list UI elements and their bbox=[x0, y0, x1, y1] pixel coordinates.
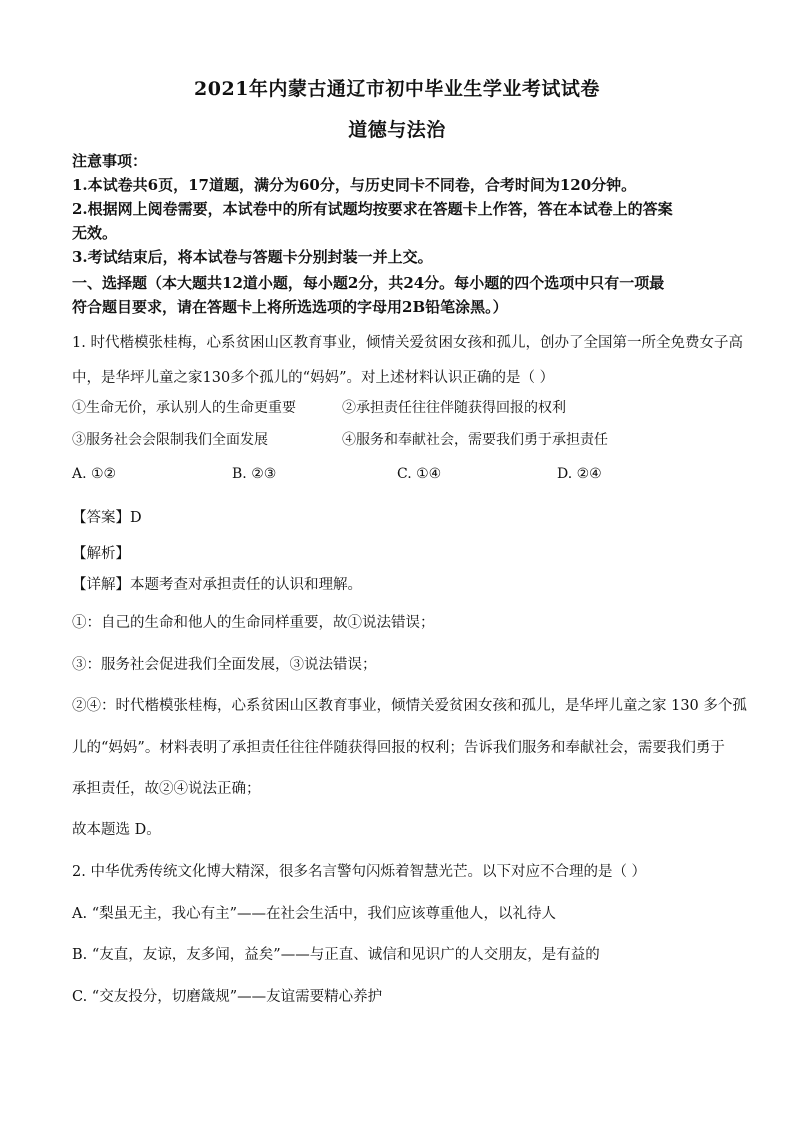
q2-option-b: B. “友直，友谅，友多闻，益矣”——与正直、诚信和见识广的人交朋友，是有益的 bbox=[72, 947, 600, 963]
exam-title: 2021年内蒙古通辽市初中毕业生学业考试试卷 bbox=[194, 78, 600, 100]
notice-item-1: 1.本试卷共6页，17道题，满分为60分，与历史同卡不同卷，合考时间为120分钟。 bbox=[72, 176, 637, 194]
notice-item-2: 2.根据网上阅卷需要，本试卷中的所有试题均按要求在答题卡上作答，答在本试卷上的答案 bbox=[72, 200, 673, 218]
q1-stem-cont: 中，是华坪儿童之家130多个孤儿的“妈妈”。对上述材料认识正确的是（ ） bbox=[72, 370, 555, 386]
q1-statement-4: ④服务和奉献社会，需要我们勇于承担责任 bbox=[342, 432, 608, 448]
q1-stem: 1. 时代楷模张桂梅，心系贫困山区教育事业，倾情关爱贫困女孩和孤儿，创办了全国第一所全免费女子高 bbox=[72, 335, 743, 351]
q1-explain-3-cont: 儿的“妈妈”。材料表明了承担责任往往伴随获得回报的权利；告诉我们服务和奉献社会，需要我们勇于 bbox=[72, 740, 725, 756]
q1-statement-3: ③服务社会会限制我们全面发展 bbox=[72, 432, 268, 448]
notice-heading: 注意事项： bbox=[72, 152, 148, 170]
q2-option-c: C. “交友投分，切磨箴规”——友谊需要精心养护 bbox=[72, 989, 383, 1005]
q1-answer: 【答案】D bbox=[72, 510, 142, 526]
q1-statement-2: ②承担责任往往伴随获得回报的权利 bbox=[342, 400, 566, 416]
q1-option-d: D. ②④ bbox=[557, 466, 602, 482]
q1-option-b: B. ②③ bbox=[232, 466, 277, 482]
q1-explain-3-end: 承担责任，故②④说法正确； bbox=[72, 781, 261, 797]
q1-option-a: A. ①② bbox=[72, 466, 117, 482]
q1-explain-1: ①：自己的生命和他人的生命同样重要，故①说法错误； bbox=[72, 615, 435, 631]
q1-option-c: C. ①④ bbox=[397, 466, 442, 482]
q1-statement-1: ①生命无价，承认别人的生命更重要 bbox=[72, 400, 296, 416]
q1-analysis-label: 【解析】 bbox=[72, 546, 130, 562]
subject-title: 道德与法治 bbox=[348, 119, 446, 141]
section-heading: 一、选择题（本大题共12道小题，每小题2分，共24分。每小题的四个选项中只有一项最 bbox=[72, 274, 665, 292]
q1-explain-3: ②④：时代楷模张桂梅，心系贫困山区教育事业，倾情关爱贫困女孩和孤儿，是华坪儿童之家 130 多个孤 bbox=[72, 698, 747, 714]
q2-stem: 2. 中华优秀传统文化博大精深，很多名言警句闪烁着智慧光芒。以下对应不合理的是（ ） bbox=[72, 864, 647, 880]
q1-explain-2: ③：服务社会促进我们全面发展，③说法错误； bbox=[72, 657, 377, 673]
q2-option-a: A. “梨虽无主，我心有主”——在社会生活中，我们应该尊重他人，以礼待人 bbox=[72, 906, 557, 922]
section-heading-cont: 符合题目要求，请在答题卡上将所选选项的字母用2B铅笔涂黑。） bbox=[72, 298, 508, 316]
q1-conclusion: 故本题选 D。 bbox=[72, 822, 161, 838]
notice-item-2-cont: 无效。 bbox=[72, 224, 118, 242]
notice-item-3: 3.考试结束后，将本试卷与答题卡分别封装一并上交。 bbox=[72, 248, 433, 266]
q1-detail: 【详解】本题考查对承担责任的认识和理解。 bbox=[72, 577, 362, 593]
